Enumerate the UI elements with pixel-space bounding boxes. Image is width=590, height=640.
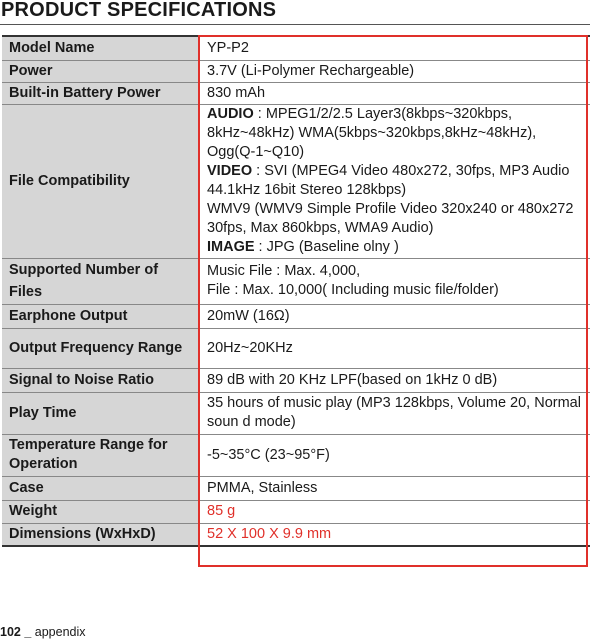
table-row	[2, 434, 590, 476]
page-number: 102	[0, 625, 21, 639]
spec-value-file-compatibility	[199, 104, 590, 258]
spec-value-line: Music File : Max. 4,000,	[207, 263, 361, 279]
spec-value: 89 dB with 20 KHz LPF(based on 1kHz 0 dB)	[199, 368, 590, 392]
spec-label: Earphone Output	[2, 304, 199, 328]
spec-value: 20Hz~20KHz	[199, 328, 590, 368]
spec-label: Built-in Battery Power	[2, 82, 199, 104]
table-row	[2, 82, 590, 104]
image-keyword: IMAGE	[207, 239, 255, 255]
spec-value-dimensions: 52 X 100 X 9.9 mm	[199, 523, 590, 546]
page-footer	[0, 625, 86, 639]
spec-value: 35 hours of music play (MP3 128kbps, Volume 20, Normal soun d mode)	[199, 392, 590, 434]
audio-formats: : MPEG1/2/2.5 Layer3(8kbps~320kbps, 8kHz~48kHz) WMA(5kbps~320kbps,8kHz~48kHz), Ogg(Q-1~Q10)	[207, 106, 537, 160]
spec-value: YP-P2	[199, 36, 590, 60]
spec-label: Signal to Noise Ratio	[2, 368, 199, 392]
spec-label: Model Name	[2, 36, 199, 60]
table-row	[2, 104, 590, 258]
spec-value-weight: 85 g	[199, 500, 590, 523]
footer-separator: _	[20, 625, 35, 639]
video-formats: : SVI (MPEG4 Video 480x272, 30fps, MP3 Audio 44.1kHz 16bit Stereo 128kbps)	[207, 163, 570, 198]
section-name: appendix	[34, 625, 86, 639]
image-formats: : JPG (Baseline olny )	[254, 239, 399, 255]
table-row	[2, 392, 590, 434]
table-row	[2, 500, 590, 523]
spec-table	[2, 35, 590, 547]
table-row	[2, 258, 590, 304]
spec-value-line: File : Max. 10,000( Including music file/folder)	[207, 282, 499, 298]
spec-label: Supported Number of Files	[2, 258, 199, 304]
spec-label: Power	[2, 60, 199, 82]
table-row	[2, 36, 590, 60]
table-row	[2, 328, 590, 368]
table-row	[2, 60, 590, 82]
spec-value: 3.7V (Li-Polymer Rechargeable)	[199, 60, 590, 82]
spec-value: 20mW (16Ω)	[199, 304, 590, 328]
spec-value	[199, 258, 590, 304]
table-row	[2, 304, 590, 328]
title-divider	[0, 24, 590, 25]
table-row	[2, 476, 590, 500]
spec-label: Output Frequency Range	[2, 328, 199, 368]
spec-label: Dimensions (WxHxD)	[2, 523, 199, 546]
table-row	[2, 523, 590, 546]
page-title: PRODUCT SPECIFICATIONS	[1, 0, 277, 21]
spec-label: File Compatibility	[2, 104, 199, 258]
spec-value: 830 mAh	[199, 82, 590, 104]
spec-label: Play Time	[2, 392, 199, 434]
audio-keyword: AUDIO	[207, 106, 254, 122]
video-formats-wmv: WMV9 (WMV9 Simple Profile Video 320x240 or 480x272 30fps, Max 860kbps, WMA9 Audio)	[207, 201, 574, 236]
spec-value: -5~35°C (23~95°F)	[199, 434, 590, 476]
spec-value: PMMA, Stainless	[199, 476, 590, 500]
video-keyword: VIDEO	[207, 163, 253, 179]
spec-label: Case	[2, 476, 199, 500]
spec-label: Weight	[2, 500, 199, 523]
spec-label: Temperature Range for Operation	[2, 434, 199, 476]
table-row	[2, 368, 590, 392]
